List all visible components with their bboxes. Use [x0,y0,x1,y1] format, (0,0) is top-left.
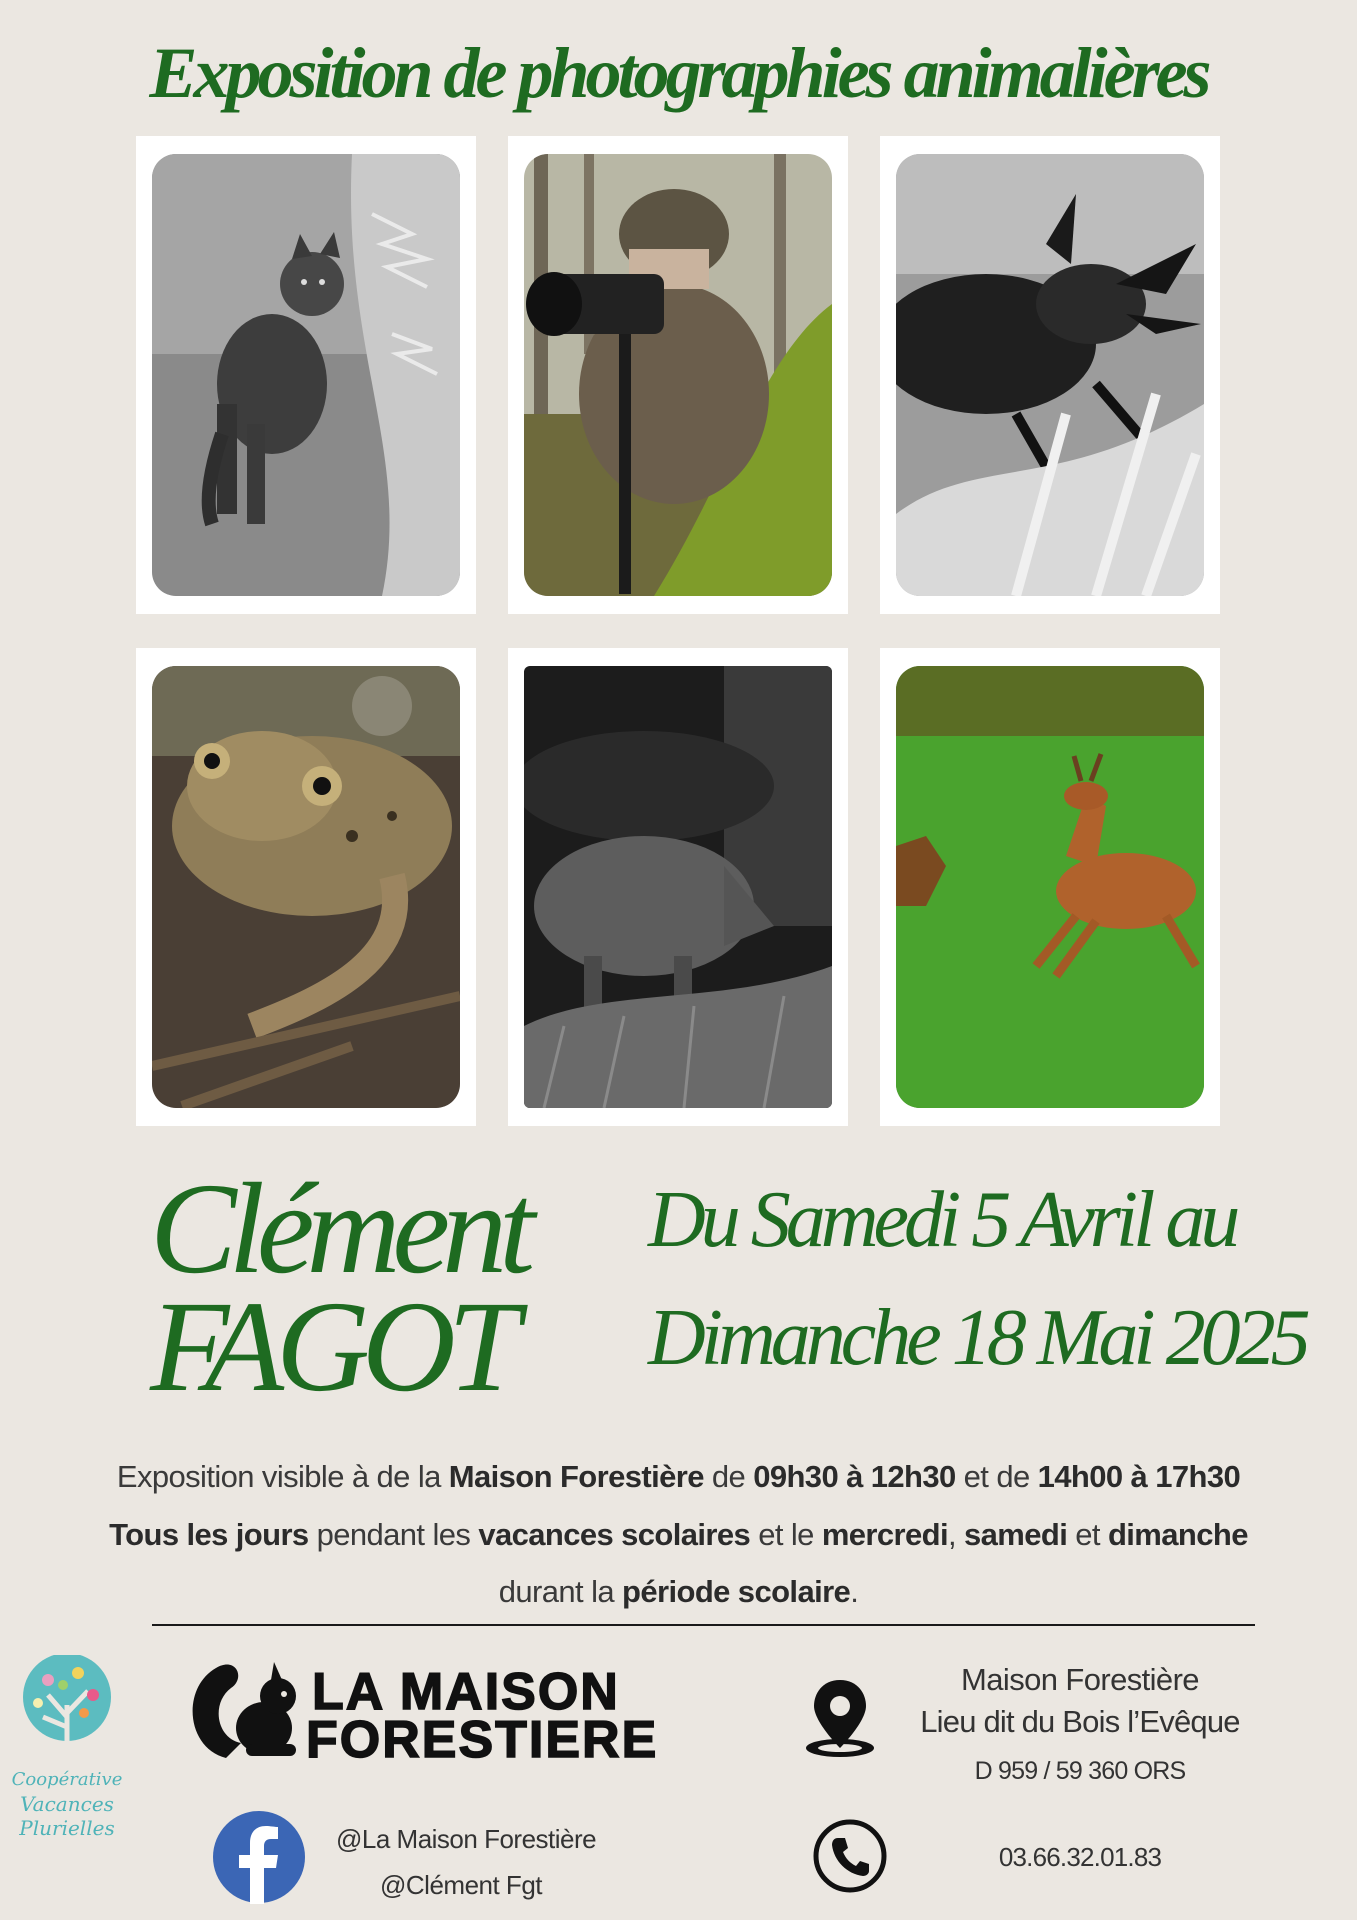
photo-frame-2 [508,136,848,614]
facebook-icon[interactable] [212,1810,306,1904]
address-line-3: D 959 / 59 360 ORS [974,1757,1186,1785]
photo-roe-deer [896,666,1204,1108]
date-line-1: Du Samedi 5 Avril au [648,1176,1236,1264]
photo-frame-4 [136,648,476,1126]
phone-icon [812,1818,888,1894]
tree-icon [18,1655,116,1755]
address-line-2: Lieu dit du Bois l’Evêque [920,1704,1240,1739]
phone-number[interactable]: 03.66.32.01.83 [998,1842,1162,1872]
photo-frame-3 [880,136,1220,614]
artist-name [150,1157,570,1419]
photo-stag-beetle [896,154,1204,596]
photo-frame-5 [508,648,848,1126]
address-line-1: Maison Forestière [961,1662,1199,1697]
brand-line-2: FORESTIERE [306,1711,659,1769]
squirrel-icon [186,1648,306,1760]
photo-wildcat [152,154,460,596]
location-pin-icon [804,1676,876,1758]
divider [152,1624,1255,1626]
artist-last-name: FAGOT [150,1275,513,1419]
photo-frame-6 [880,648,1220,1126]
photo-photographer [524,154,832,596]
poster-title: Exposition de photographies animalières [149,33,1208,113]
info-line-2: Tous les jours pendant les vacances scolaires et le mercredi, samedi et dimanche [109,1517,1248,1552]
brand-line-1: LA MAISON [312,1663,620,1721]
artist-first-name: Clément [150,1157,528,1301]
info-line-1: Exposition visible à de la Maison Forestière de 09h30 à 12h30 et de 14h00 à 17h30 [116,1459,1241,1494]
coop-logo-text: Coopérative Vacances Plurielles [11,1769,123,1840]
photo-frog [152,666,460,1108]
social-handle-2[interactable]: @Clément Fgt [380,1870,542,1900]
photo-frame-1 [136,136,476,614]
photo-wild-boar [524,666,832,1108]
social-handle-1[interactable]: @La Maison Forestière [336,1824,597,1854]
info-line-3: durant la période scolaire. [498,1574,859,1609]
date-line-2: Dimanche 18 Mai 2025 [648,1294,1306,1382]
